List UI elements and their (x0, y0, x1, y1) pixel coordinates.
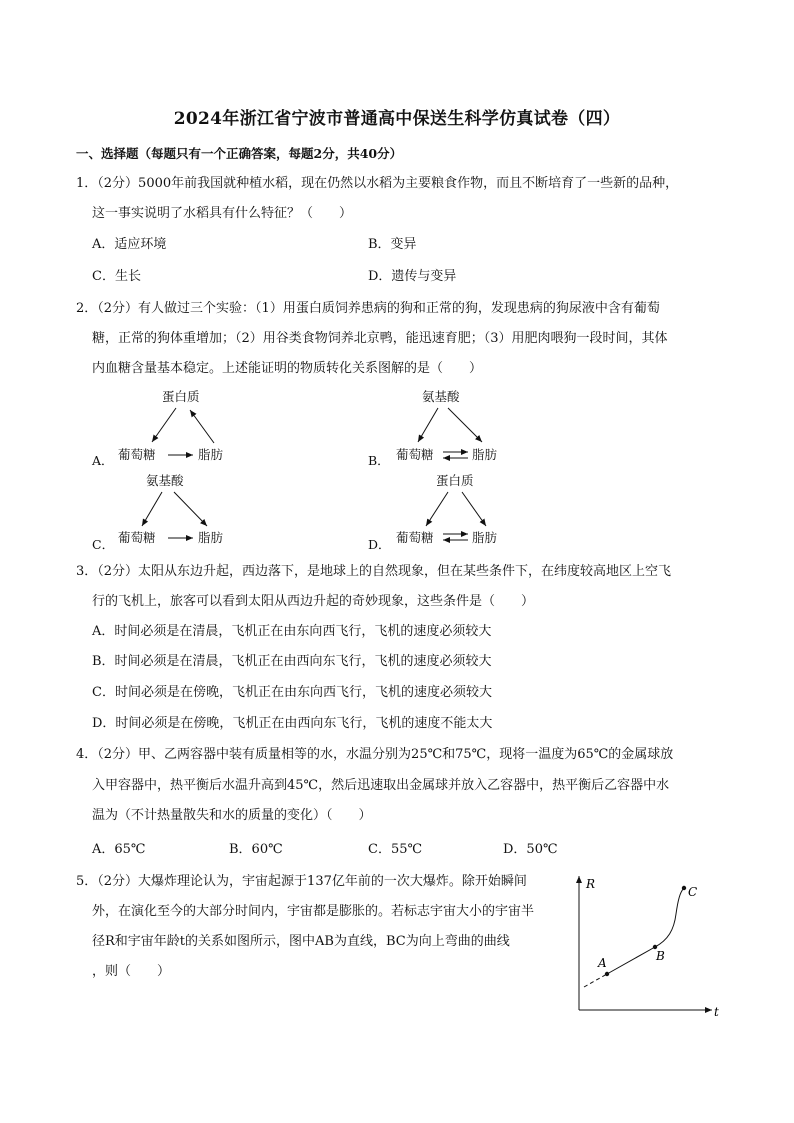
q4-option-d: D．50℃ (503, 842, 558, 857)
q5-line2: 外，在演化至今的大部分时间内，宇宙都是膨胀的。若标志宇宙大小的宇宙半 (92, 904, 535, 919)
q2-option-b-label: B． (368, 453, 390, 468)
q4-option-c: C．55℃ (368, 842, 423, 857)
q5-line1: 5．（2分）大爆炸理论认为，宇宙起源于137亿年前的一次大爆炸。除开始瞬间 (76, 874, 527, 889)
graph-label-c: C (688, 885, 698, 899)
q2-d-left-node: 葡萄糖 (396, 530, 434, 545)
q2-option-d-label: D． (368, 537, 391, 552)
q2-a-left-node: 葡萄糖 (118, 447, 156, 462)
q2-b-right-node: 脂肪 (472, 447, 498, 462)
q2-c-top-node: 氨基酸 (146, 473, 184, 488)
q3-option-c: C．时间必须是在傍晚，飞机正在由东向西飞行，飞机的速度必须较大 (92, 685, 492, 700)
q1-line2: 这一事实说明了水稻具有什么特征？（ ） (92, 206, 353, 221)
q2-line1: 2．（2分）有人做过三个实验：（1）用蛋白质饲养患病的狗和正常的狗，发现患病的狗尿液中含有葡萄 (76, 301, 660, 316)
graph-curve-bc (655, 888, 684, 947)
graph-dashed-extension (584, 974, 607, 987)
q1-option-d: D．遗传与变异 (368, 269, 457, 284)
q2-line3: 内血糖含量基本稳定。上述能证明的物质转化关系图解的是（ ） (92, 361, 483, 376)
q3-option-d: D．时间必须是在傍晚，飞机正在由西向东飞行，飞机的速度不能太大 (92, 716, 493, 731)
graph-label-r: R (586, 877, 596, 891)
q2-line2: 糖，正常的狗体重增加；（2）用谷类食物饲养北京鸭，能迅速育肥；（3）用肥肉喂狗一段时间，其体 (92, 331, 668, 346)
section-heading: 一、选择题（每题只有一个正确答案，每题2分，共40分） (76, 146, 403, 161)
q2-a-right-node: 脂肪 (198, 447, 224, 462)
q1-option-a: A．适应环境 (92, 237, 167, 252)
q2-b-top-node: 氨基酸 (422, 389, 460, 404)
graph-point-a (605, 972, 609, 976)
graph-line-ab (607, 947, 655, 974)
q2-a-top-node: 蛋白质 (162, 389, 200, 404)
q2-d-right-node: 脂肪 (472, 530, 498, 545)
q2-b-left-node: 葡萄糖 (396, 447, 434, 462)
q3-line1: 3．（2分）太阳从东边升起，西边落下，是地球上的自然现象，但在某些条件下，在纬度较高地区上空飞 (76, 564, 672, 579)
q4-line3: 温为（不计热量散失和水的质量的变化）（ ） (92, 808, 372, 823)
q3-line2: 行的飞机上，旅客可以看到太阳从西边升起的奇妙现象，这些条件是（ ） (92, 594, 535, 609)
q3-option-a: A．时间必须是在清晨，飞机正在由东向西飞行，飞机的速度必须较大 (92, 624, 492, 639)
q2-c-right-node: 脂肪 (198, 530, 224, 545)
q1-option-b: B．变异 (368, 237, 417, 252)
graph-label-a: A (598, 956, 607, 970)
q2-option-c-label: C． (92, 537, 115, 552)
q4-option-b: B．60℃ (229, 842, 283, 857)
q5-graph (570, 868, 740, 1024)
q5-line4: ，则（ ） (92, 964, 171, 979)
q5-line3: 径R和宇宙年龄t的关系如图所示，图中AB为直线，BC为向上弯曲的曲线 (92, 934, 510, 949)
graph-label-t: t (714, 1005, 719, 1019)
q2-option-a-label: A． (92, 453, 114, 468)
graph-point-c (682, 886, 686, 890)
q4-line1: 4．（2分）甲、乙两容器中装有质量相等的水，水温分别为25℃和75℃，现将一温度为65℃的金属球放 (76, 747, 674, 762)
q2-c-left-node: 葡萄糖 (118, 530, 156, 545)
q1-option-c: C．生长 (92, 269, 141, 284)
q3-option-b: B．时间必须是在清晨，飞机正在由西向东飞行，飞机的速度必须较大 (92, 654, 492, 669)
graph-label-b: B (656, 949, 665, 963)
q4-option-a: A．65℃ (92, 842, 146, 857)
q2-d-top-node: 蛋白质 (436, 473, 474, 488)
q4-line2: 入甲容器中，热平衡后水温升高到45℃，然后迅速取出金属球并放入乙容器中，热平衡后乙容器中水 (92, 778, 670, 793)
page-title: 2024年浙江省宁波市普通高中保送生科学仿真试卷（四） (173, 109, 621, 129)
q1-line1: 1．（2分）5000年前我国就种植水稻，现在仍然以水稻为主要粮食作物，而且不断培育了一些新的品种， (76, 176, 679, 191)
